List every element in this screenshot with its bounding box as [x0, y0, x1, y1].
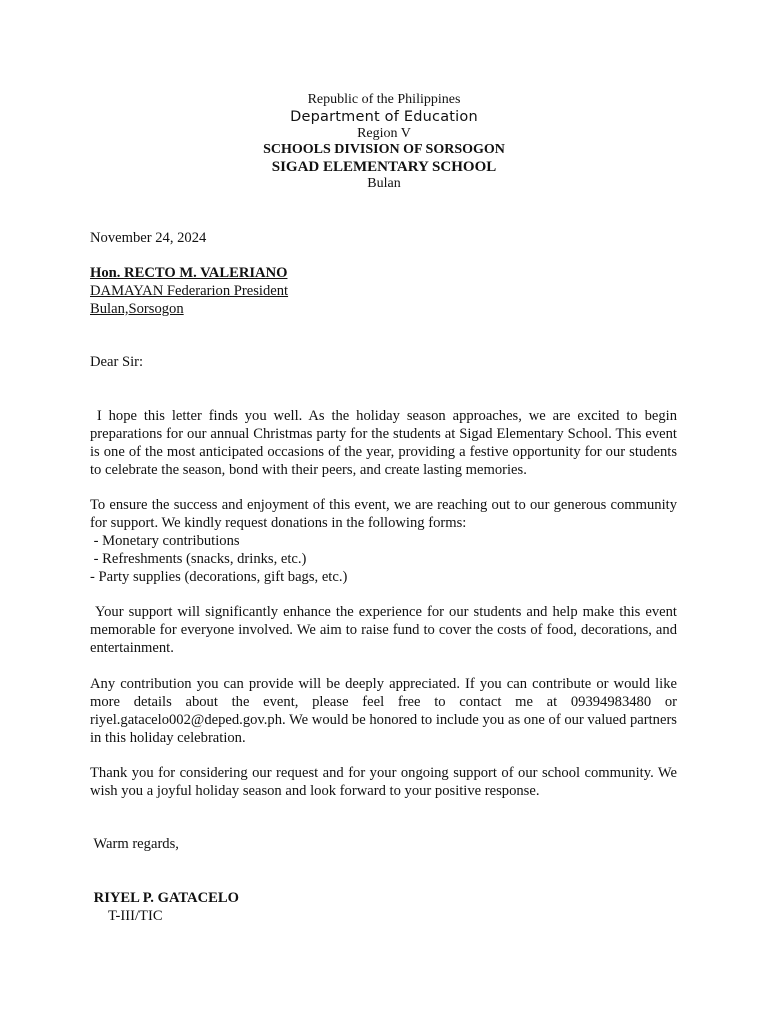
letter-date: November 24, 2024	[90, 230, 207, 246]
list-item: - Refreshments (snacks, drinks, etc.)	[90, 551, 307, 567]
division-line: SCHOOLS DIVISION OF SORSOGON	[263, 142, 505, 158]
signature-block	[90, 889, 677, 925]
list-item: - Party supplies (decorations, gift bags, etc.)	[90, 569, 348, 585]
paragraph-1-text: I hope this letter finds you well. As the holiday season approaches, we are excited to begin preparations for our annual Christmas party for the students at Sigad Elementary School. This event is one of the most anticipated occasions of the year, providing a festive opportunity for our students to celebrate the season, bond with their peers, and create lasting memories.	[90, 408, 681, 478]
paragraph-3	[90, 603, 681, 657]
salutation-block	[90, 353, 677, 371]
department-name: Department of Education	[290, 108, 478, 125]
paragraph-4-text: Any contribution you can provide will be deeply appreciated. If you can contribute or would like more details about the event, please feel free to contact me at 09394983480 or riyel.gatacelo002@deped.gov.ph. We would be honored to include you as one of our valued partners in this holiday celebration.	[90, 676, 677, 746]
school-name: SIGAD ELEMENTARY SCHOOL	[271, 159, 497, 176]
recipient-name: Hon. RECTO M. VALERIANO	[90, 265, 288, 281]
paragraph-2-text: To ensure the success and enjoyment of this event, we are reaching out to our generous community for support. We kindly request donations in the following forms:	[90, 497, 677, 531]
republic-line: Republic of the Philippines	[307, 92, 461, 107]
signatory-name: RIYEL P. GATACELO	[90, 890, 239, 906]
paragraph-3-text: Your support will significantly enhance the experience for our students and help make this event memorable for everyone involved. We aim to raise fund to cover the costs of food, decorations, and entertainment.	[90, 604, 681, 656]
salutation: Dear Sir:	[90, 354, 144, 370]
paragraph-2	[90, 496, 677, 586]
region-line: Region V	[357, 125, 411, 141]
closing-block	[90, 835, 677, 853]
recipient-address: Bulan,Sorsogon	[90, 301, 184, 317]
letter-date-block	[90, 229, 677, 247]
town-line: Bulan	[367, 175, 401, 191]
paragraph-5-text: Thank you for considering our request and for your ongoing support of our school community. We wish you a joyful holiday season and look forward to your positive response.	[90, 765, 677, 799]
letterhead	[0, 92, 768, 193]
closing: Warm regards,	[90, 836, 179, 852]
recipient-title: DAMAYAN Federarion President	[90, 283, 289, 299]
paragraph-4	[90, 675, 677, 747]
paragraph-5	[90, 764, 677, 800]
list-item: - Monetary contributions	[90, 533, 240, 549]
recipient-block	[90, 264, 677, 318]
signatory-position: T-III/TIC	[90, 908, 163, 924]
paragraph-1	[90, 407, 681, 479]
